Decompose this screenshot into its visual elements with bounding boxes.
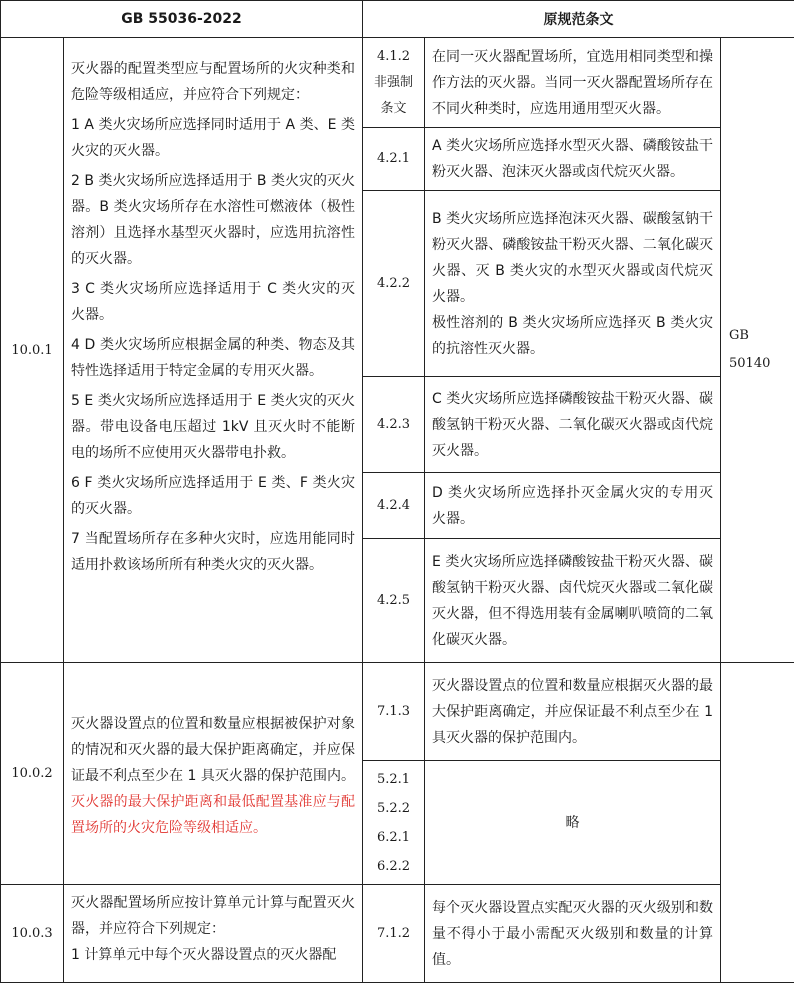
old-clause-number: 4.2.2 [363,191,425,377]
old-clause-number: 4.2.1 [363,128,425,191]
old-clause-number-list [363,761,425,885]
clause-text [64,885,363,983]
old-clause-text: 每个灭火器设置点实配灭火器的灭火级别和数量不得小于最小需配灭火级别和数量的计算值。 [425,885,721,983]
old-clause-number: 5.2.1 [376,771,411,787]
old-clause-number: 6.2.2 [376,858,411,874]
standard-reference [721,38,794,663]
clause-paragraph: 1 A 类火灾场所应选择同时适用于 A 类、E 类火灾的灭火器。 [71,117,355,159]
clause-paragraph: 灭火器的配置类型应与配置场所的火灾种类和危险等级相适应，并应符合下列规定： [71,61,355,103]
old-clause-text: A 类火灾场所应选择水型灭火器、磷酸铵盐干粉灭火器、泡沫灭火器或卤代烷灭火器。 [425,128,721,191]
table-row [1,663,794,761]
clause-text-main: 灭火器设置点的位置和数量应根据被保护对象的情况和灭火器的最大保护距离确定，并应保证最不利点至少在 1 具灭火器的保护范围内。 [71,716,355,784]
standard-prefix: GB [729,328,749,343]
header-row [1,1,794,38]
standard-reference-empty [721,663,794,983]
clause-text-highlight: 灭火器的最大保护距离和最低配置基准应与配置场所的火灾危险等级相适应。 [71,794,355,836]
table-row [1,885,794,983]
clause-paragraph: 7 当配置场所存在多种火灾时，应选用能同时适用扑救该场所所有种类火灾的灭火器。 [71,531,355,573]
table-row [1,38,794,128]
old-clause-text: 灭火器设置点的位置和数量应根据灭火器的最大保护距离确定，并应保证最不利点至少在 1 具灭火器的保护范围内。 [425,663,721,761]
old-clause-text: 在同一灭火器配置场所，宜选用相同类型和操作方法的灭火器。当同一灭火器配置场所存在不同火种类时，应选用通用型灭火器。 [425,38,721,128]
old-clause-number: 4.1.2 非强制条文 [363,38,425,128]
old-clause-paragraph: B 类火灾场所应选择泡沫灭火器、碳酸氢钠干粉灭火器、磷酸铵盐干粉灭火器、二氧化碳灭火器、灭 B 类火灾的水型灭火器或卤代烷灭火器。 [432,210,713,305]
clause-number: 10.0.2 [1,663,64,885]
standard-number: 50140 [729,356,771,371]
old-clause-text: 略 [425,761,721,885]
old-clause-text: E 类火灾场所应选择磷酸铵盐干粉灭火器、碳酸氢钠干粉灭火器、卤代烷灭火器或二氧化碳灭火器，但不得选用装有金属喇叭喷筒的二氧化碳灭火器。 [425,539,721,663]
old-clause-text [425,191,721,377]
old-clause-number: 4.2.4 [363,473,425,539]
clause-paragraph: 6 F 类火灾场所应选择适用于 E 类、F 类火灾的灭火器。 [71,475,355,517]
clause-number: 10.0.3 [1,885,64,983]
clause-paragraph: 3 C 类火灾场所应选择适用于 C 类火灾的灭火器。 [71,281,355,323]
old-clause-paragraph: 极性溶剂的 B 类火灾场所应选择灭 B 类火灾的抗溶性灭火器。 [432,314,713,357]
clause-text [64,663,363,885]
old-clause-number: 6.2.1 [376,829,411,845]
old-clause-text: D 类火灾场所应选择扑灭金属火灾的专用灭火器。 [425,473,721,539]
old-clause-number: 4.2.5 [363,539,425,663]
clause-paragraph: 1 计算单元中每个灭火器设置点的灭火器配 [71,947,337,963]
old-clause-number: 5.2.2 [376,800,411,816]
clause-paragraph: 2 B 类火灾场所应选择适用于 B 类火灾的灭火器。B 类火灾场所存在水溶性可燃液体（极性溶剂）且选择水基型灭火器时，应选用抗溶性的灭火器。 [71,173,355,267]
clause-paragraph: 4 D 类火灾场所应根据金属的种类、物态及其特性选择适用于特定金属的专用灭火器。 [71,337,355,379]
clause-paragraph: 灭火器配置场所应按计算单元计算与配置灭火器，并应符合下列规定： [71,895,355,937]
old-clause-number: 7.1.3 [363,663,425,761]
header-old-clauses: 原规范条文 [363,1,794,38]
old-clause-text: C 类火灾场所应选择磷酸铵盐干粉灭火器、碳酸氢钠干粉灭火器、二氧化碳灭火器或卤代烷灭火器。 [425,377,721,473]
clause-number: 10.0.1 [1,38,64,663]
clause-text [64,38,363,663]
old-clause-number: 4.2.3 [363,377,425,473]
header-new-standard: GB 55036-2022 [1,1,363,38]
clause-paragraph: 5 E 类火灾场所应选择适用于 E 类火灾的灭火器。带电设备电压超过 1kV 且灭火时不能断电的场所不应使用灭火器带电扑救。 [71,393,355,461]
old-clause-number: 7.1.2 [363,885,425,983]
